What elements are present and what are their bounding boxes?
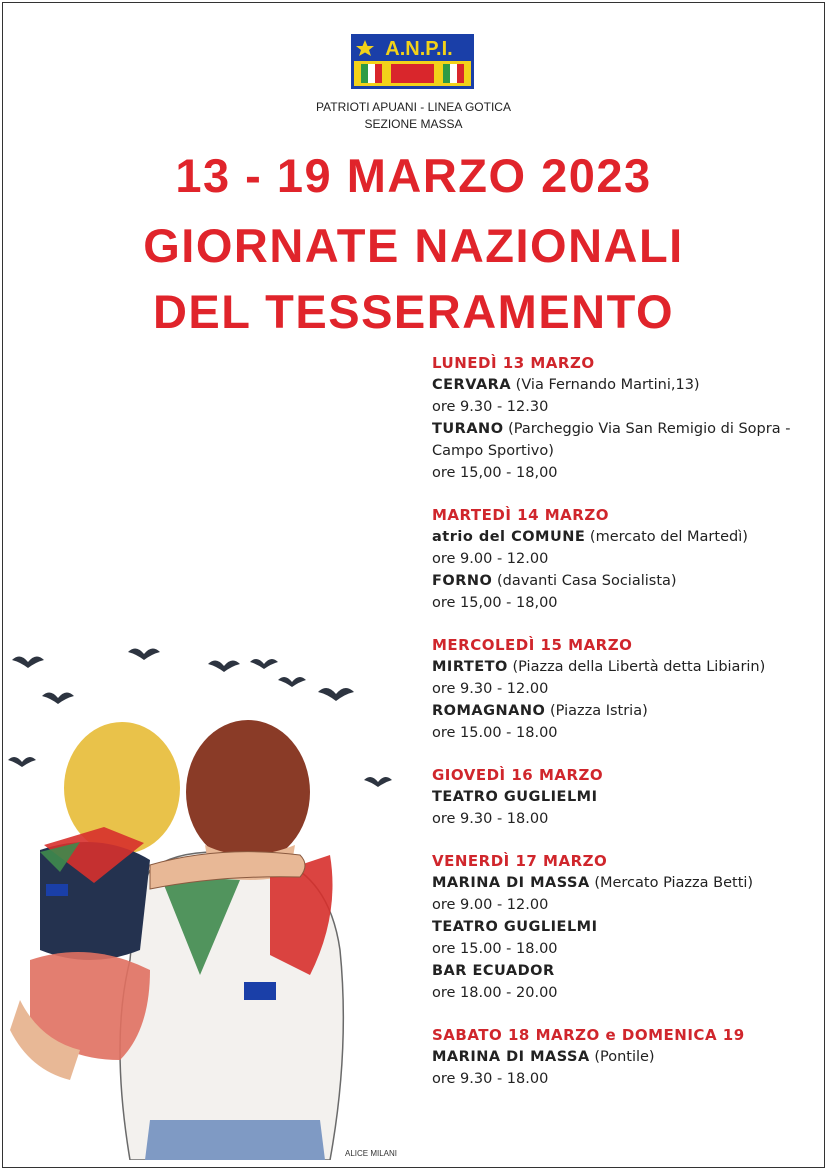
schedule-day [432,850,822,1004]
location-name: MARINA DI MASSA [432,875,590,891]
location-entry [432,418,822,462]
time-range: ore 18.00 - 20.00 [432,985,558,1001]
time-range: ore 9.30 - 12.00 [432,681,549,697]
day-title: LUNEDÌ 13 MARZO [432,354,595,372]
time-range: ore 9.00 - 12.00 [432,551,549,567]
time-range: ore 15,00 - 18,00 [432,465,558,481]
location-name: MARINA DI MASSA [432,1049,590,1065]
location-entry [432,374,822,396]
schedule-day [432,764,822,830]
logo-text: A.N.P.I. [385,38,453,60]
artist-signature: ALICE MILANI [345,1149,398,1158]
location-note: (Parcheggio Via San Remigio di Sopra - Campo Sportivo) [432,421,791,459]
schedule-day [432,634,822,744]
time-range: ore 15,00 - 18,00 [432,595,558,611]
location-note: (mercato del Martedì) [585,529,748,545]
anpi-logo [351,34,474,89]
location-entry [432,570,822,592]
location-note: (Piazza Istria) [545,703,648,719]
headline-title-2: DEL TESSERAMENTO [152,285,675,338]
location-name: ROMAGNANO [432,703,546,719]
day-title: GIOVEDÌ 16 MARZO [432,766,604,784]
location-entry [432,700,822,722]
org-section: SEZIONE MASSA [364,117,463,131]
schedule-day [432,1024,822,1090]
headline-title-1: GIORNATE NAZIONALI [143,219,684,272]
time-range: ore 9.30 - 12.30 [432,399,549,415]
time-range: ore 9.30 - 18.00 [432,811,549,827]
location-entry [432,526,822,548]
headline-dates: 13 - 19 MARZO 2023 [175,149,652,202]
location-entry [432,960,822,982]
location-note: (Piazza della Libertà detta Libiarin) [507,659,766,675]
schedule-day [432,504,822,614]
time-range: ore 15.00 - 18.00 [432,941,558,957]
location-entry [432,1046,822,1068]
day-title: SABATO 18 MARZO e DOMENICA 19 [432,1026,745,1044]
location-note: (Pontile) [589,1049,655,1065]
day-title: MARTEDÌ 14 MARZO [432,506,609,524]
day-title: VENERDÌ 17 MARZO [432,852,608,870]
location-entry [432,916,822,938]
location-note: (davanti Casa Socialista) [492,573,677,589]
time-range: ore 9.30 - 18.00 [432,1071,549,1087]
schedule-day [432,352,822,484]
location-name: CERVARA [432,377,512,393]
location-entry [432,872,822,894]
location-name: BAR ECUADOR [432,963,555,979]
location-name: atrio del COMUNE [432,529,586,545]
time-range: ore 9.00 - 12.00 [432,897,549,913]
location-name: TEATRO GUGLIELMI [432,919,598,935]
location-name: FORNO [432,573,493,589]
location-note: (Via Fernando Martini,13) [511,377,700,393]
org-name: PATRIOTI APUANI - LINEA GOTICA [316,100,511,114]
schedule [432,352,822,1110]
location-entry [432,786,822,808]
location-name: MIRTETO [432,659,508,675]
location-name: TURANO [432,421,504,437]
illustration-children-with-birds [0,640,430,1160]
location-note: (Mercato Piazza Betti) [589,875,754,891]
day-title: MERCOLEDÌ 15 MARZO [432,636,633,654]
location-name: TEATRO GUGLIELMI [432,789,598,805]
location-entry [432,656,822,678]
time-range: ore 15.00 - 18.00 [432,725,558,741]
